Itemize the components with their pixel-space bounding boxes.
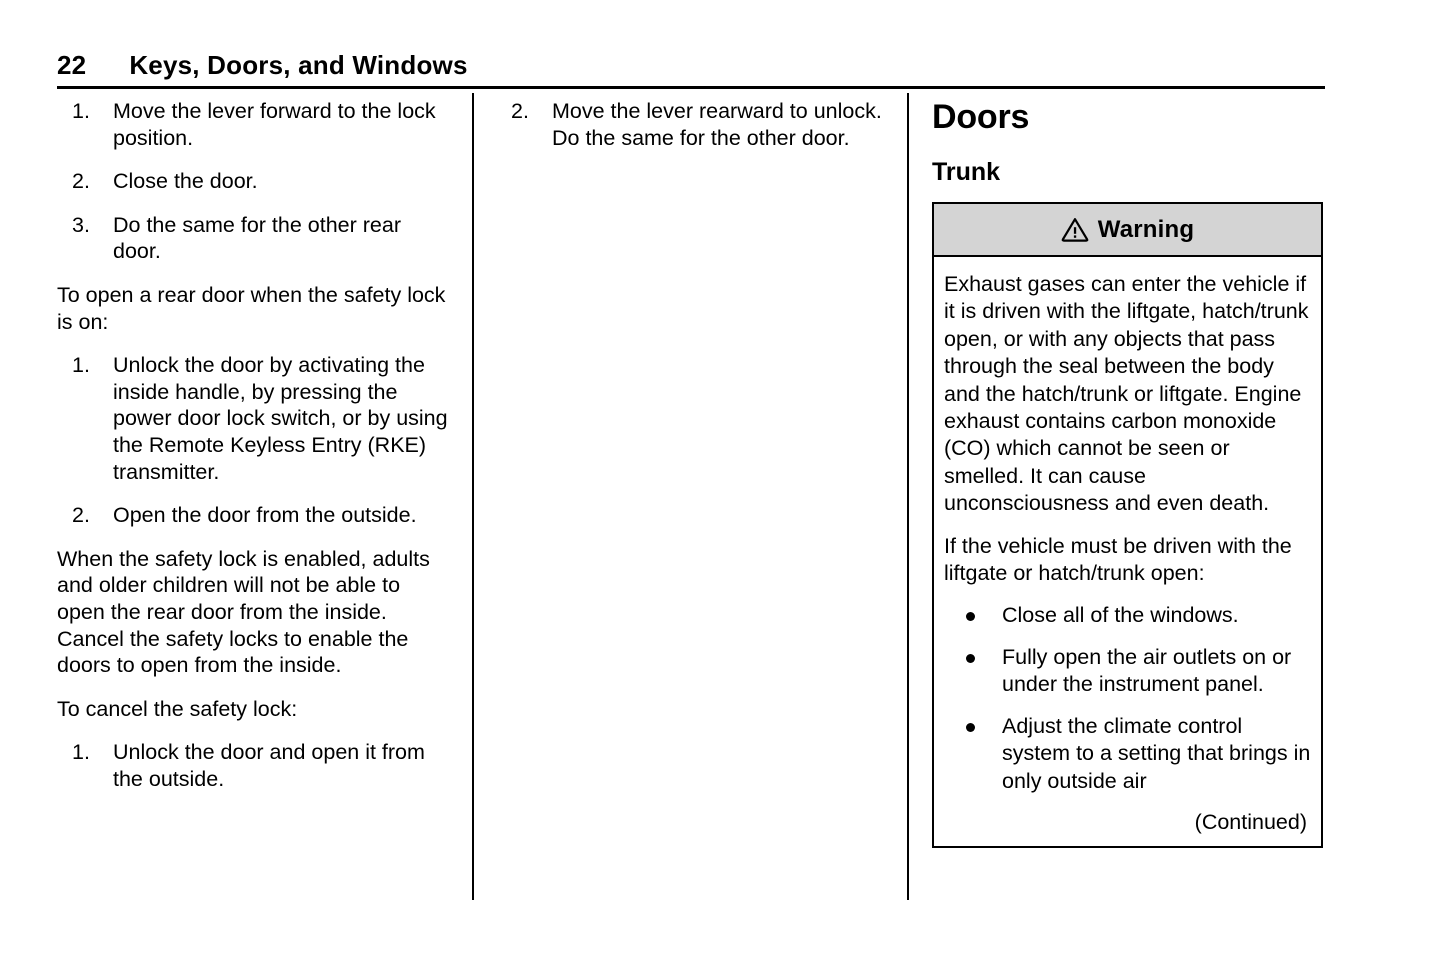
list-marker: 1.	[72, 740, 90, 765]
numbered-list-unlock-steps	[496, 98, 891, 151]
column-divider-1	[472, 93, 474, 900]
list-marker: 1.	[72, 353, 90, 378]
list-item	[57, 168, 452, 195]
list-marker: 2.	[511, 99, 529, 123]
list-marker: 2.	[72, 503, 90, 528]
list-item	[57, 212, 452, 265]
intro-paragraph-open-rear-door: To open a rear door when the safety lock is on:	[57, 282, 446, 334]
list-item-text: Adjust the climate control system to a setting that brings in only outside air	[1002, 713, 1311, 793]
column-2	[496, 98, 891, 168]
numbered-list-lock-steps	[57, 98, 452, 265]
list-item	[57, 739, 452, 792]
list-item-text: Move the lever rearward to unlock. Do the same for the other door.	[552, 99, 882, 150]
warning-box-header	[934, 204, 1321, 257]
list-item	[496, 98, 891, 151]
list-item-text: Move the lever forward to the lock position.	[113, 99, 436, 150]
page-header	[57, 50, 1325, 81]
list-marker: 3.	[72, 212, 90, 237]
column-3	[932, 98, 1327, 848]
list-item-text: Open the door from the outside.	[113, 503, 417, 528]
warning-triangle-icon	[1061, 217, 1089, 242]
section-heading-doors: Doors	[932, 98, 1030, 136]
list-item	[57, 352, 452, 485]
list-item	[57, 98, 452, 151]
list-item	[944, 602, 1311, 629]
subsection-heading-trunk: Trunk	[932, 158, 1001, 186]
list-item-text: Close the door.	[113, 169, 258, 194]
header-rule	[57, 86, 1325, 89]
list-marker: 1.	[72, 99, 90, 123]
warning-box	[932, 202, 1323, 848]
warning-continued-label: (Continued)	[1194, 809, 1307, 834]
list-item-text: Fully open the air outlets on or under the instrument panel.	[1002, 644, 1292, 697]
list-marker: 2.	[72, 169, 90, 194]
paragraph-safety-lock-enabled: When the safety lock is enabled, adults and older children will not be able to open the rear door from the inside. Cancel the safety locks to enable the doors to open from the inside.	[57, 546, 430, 678]
warning-box-body	[934, 257, 1321, 846]
column-divider-2	[907, 93, 909, 900]
intro-paragraph-cancel-safety-lock: To cancel the safety lock:	[57, 696, 298, 721]
list-item-text: Unlock the door and open it from the outside.	[113, 740, 425, 791]
list-item-text: Unlock the door by activating the inside handle, by pressing the power door lock switch, or by using the Remote Keyless Entry (RKE) transmitter.	[113, 353, 448, 484]
warning-paragraph-exhaust-gases: Exhaust gases can enter the vehicle if it is driven with the liftgate, hatch/trunk open, or with any objects that pass through the seal between the body and the hatch/trunk or liftgate. Engine exhaust contains carbon monoxide (CO) which cannot be seen or smelled. It can cause unconsciousness and even death.	[944, 272, 1309, 516]
list-item	[57, 502, 452, 529]
page-title: Keys, Doors, and Windows	[129, 50, 468, 80]
warning-bullet-list	[944, 602, 1311, 794]
column-1	[57, 98, 452, 809]
bullet-dot-icon	[966, 654, 975, 663]
bullet-dot-icon	[966, 612, 975, 621]
warning-paragraph-if-driven-open: If the vehicle must be driven with the liftgate or hatch/trunk open:	[944, 533, 1292, 586]
numbered-list-open-rear-door-steps	[57, 352, 452, 529]
list-item	[944, 644, 1311, 699]
page-number: 22	[57, 50, 87, 80]
warning-label: Warning	[1097, 215, 1195, 243]
list-item	[944, 713, 1311, 795]
list-item-text: Close all of the windows.	[1002, 603, 1239, 628]
numbered-list-cancel-safety-lock-steps	[57, 739, 452, 792]
bullet-dot-icon	[966, 723, 975, 732]
list-item-text: Do the same for the other rear door.	[113, 212, 402, 264]
